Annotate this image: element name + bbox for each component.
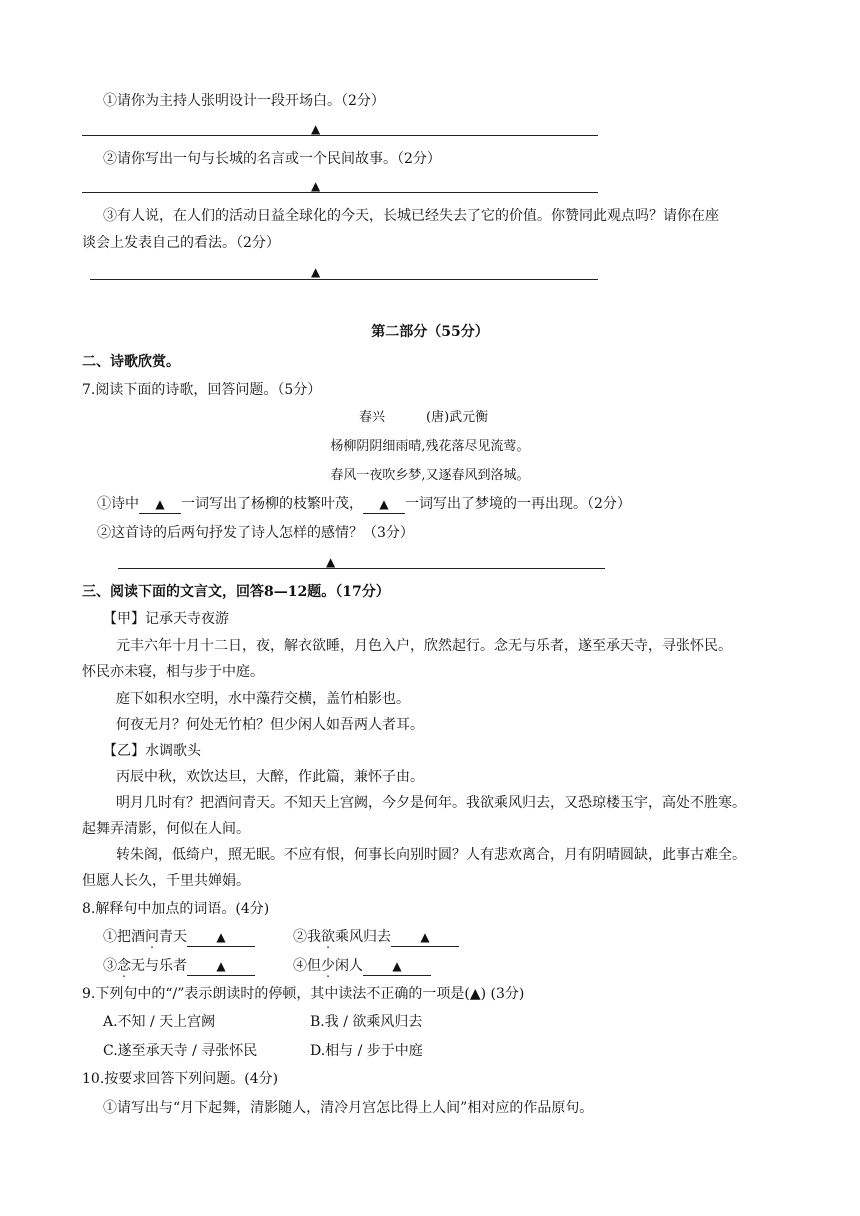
q8-item2-post: 乘风归去 <box>335 929 391 945</box>
answer-blank[interactable] <box>363 495 405 514</box>
answer-marker: ▲ <box>311 265 321 279</box>
q9-option-c: C.遂至承天寺 / 寻张怀民 <box>103 1043 258 1059</box>
answer-blank[interactable] <box>187 957 255 976</box>
yi-p3-line1: 转朱阁，低绮户，照无眠。不应有恨，何事长向别时圆？人有悲欢离合，月有阴晴圆缺，此事古难全。 <box>116 847 746 863</box>
q7-sub1-text-b: 一词写出了杨柳的枝繁叶茂， <box>181 496 363 512</box>
answer-marker: ▲ <box>155 497 165 511</box>
q8-item1-pre: ①把酒 <box>103 929 145 945</box>
q8-item4-pre: ④但 <box>293 958 321 974</box>
poem-author: (唐)武元衡 <box>426 410 489 425</box>
answer-line <box>82 135 598 136</box>
poem-line1: 杨柳阴阴细雨晴,残花落尽见流莺。 <box>330 439 530 454</box>
jia-p2: 庭下如积水空明，水中藻荇交横，盖竹柏影也。 <box>116 691 410 707</box>
q7-stem: 7.阅读下面的诗歌，回答问题。（5分） <box>82 382 322 398</box>
answer-marker: ▲ <box>392 959 402 973</box>
jia-p1-line1: 元丰六年十月十二日，夜，解衣欲睡，月色入户，欣然起行。念无与乐者，遂至承天寺，寻张怀民。 <box>116 638 732 654</box>
answer-line <box>118 568 605 569</box>
q8-item3-dotted: 念 <box>117 958 131 974</box>
q8-item4-post: 闲人 <box>335 958 363 974</box>
answer-marker: ▲ <box>216 959 226 973</box>
q8-item1 <box>103 927 255 947</box>
q8-item2-dotted: 欲 <box>321 929 335 945</box>
answer-marker: ▲ <box>311 179 321 193</box>
q8-item2 <box>293 927 459 947</box>
q8-item1-post: 青天 <box>159 929 187 945</box>
section2-heading: 二、诗歌欣赏。 <box>82 354 180 370</box>
answer-blank[interactable] <box>139 495 181 514</box>
q8-item3 <box>103 956 255 976</box>
q9-option-a: A.不知 / 天上宫阙 <box>103 1014 216 1030</box>
q9-option-d: D.相与 / 步于中庭 <box>310 1043 423 1059</box>
yi-p3-line2: 但愿人长久，千里共婵娟。 <box>82 873 250 889</box>
yi-title: 【乙】水调歌头 <box>103 743 201 759</box>
answer-marker: ▲ <box>216 930 226 944</box>
section3-heading: 三、阅读下面的文言文，回答8—12题。（17分） <box>82 584 390 600</box>
q8-item2-pre: ②我 <box>293 929 321 945</box>
q6-item3-line2: 谈会上发表自己的看法。（2分） <box>82 235 280 251</box>
q8-item3-pre: ③ <box>103 958 117 974</box>
yi-p2-line2: 起舞弄清影，何似在人间。 <box>82 821 250 837</box>
answer-blank[interactable] <box>363 957 431 976</box>
q6-item2: ②请你写出一句与长城的名言或一个民间故事。（2分） <box>103 151 441 167</box>
q6-item3-line1: ③有人说，在人们的活动日益全球化的今天，长城已经失去了它的价值。你赞同此观点吗？请你在座 <box>103 208 719 224</box>
yi-p2-line1: 明月几时有？把酒问青天。不知天上宫阙，今夕是何年。我欲乘风归去，又恐琼楼玉宇，高处不胜寒。 <box>116 795 746 811</box>
jia-p1-line2: 怀民亦未寝，相与步于中庭。 <box>82 664 264 680</box>
answer-marker: ▲ <box>311 122 321 136</box>
q8-item3-post: 无与乐者 <box>131 958 187 974</box>
q9-stem: 9.下列句中的“/”表示朗读时的停顿，其中读法不正确的一项是(▲) (3分) <box>82 986 525 1002</box>
q6-item1: ①请你为主持人张明设计一段开场白。（2分） <box>103 93 385 109</box>
answer-marker: ▲ <box>379 497 389 511</box>
q8-stem: 8.解释句中加点的词语。(4分) <box>82 901 270 917</box>
answer-marker: ▲ <box>326 555 336 569</box>
q8-item1-dotted: 问 <box>145 929 159 945</box>
q7-sub1-text-a: ①诗中 <box>97 496 139 512</box>
q7-sub2: ②这首诗的后两句抒发了诗人怎样的感情？（3分） <box>97 525 414 541</box>
yi-p1: 丙辰中秋，欢饮达旦，大醉，作此篇，兼怀子由。 <box>116 769 424 785</box>
q10-sub1: ①请写出与“月下起舞，清影随人，清冷月宫怎比得上人间”相对应的作品原句。 <box>103 1100 594 1116</box>
q10-stem: 10.按要求回答下列问题。(4分) <box>82 1071 279 1087</box>
answer-line <box>90 279 598 280</box>
answer-blank[interactable] <box>391 928 459 947</box>
q8-item4 <box>293 956 431 976</box>
q7-sub1 <box>97 494 631 514</box>
poem-line2: 春风一夜吹乡梦,又逐春风到洛城。 <box>330 468 530 483</box>
answer-line <box>82 192 598 193</box>
q9-option-b: B.我 / 欲乘风归去 <box>310 1014 423 1030</box>
q7-sub1-text-c: 一词写出了梦境的一再出现。（2分） <box>405 496 631 512</box>
answer-marker: ▲ <box>420 930 430 944</box>
q8-item4-dotted: 少 <box>321 958 335 974</box>
jia-p3: 何夜无月？何处无竹柏？但少闲人如吾两人者耳。 <box>116 717 424 733</box>
part2-title: 第二部分（55分） <box>371 324 489 340</box>
answer-blank[interactable] <box>187 928 255 947</box>
poem-title: 春兴 <box>359 410 386 425</box>
jia-title: 【甲】记承天寺夜游 <box>103 611 229 627</box>
